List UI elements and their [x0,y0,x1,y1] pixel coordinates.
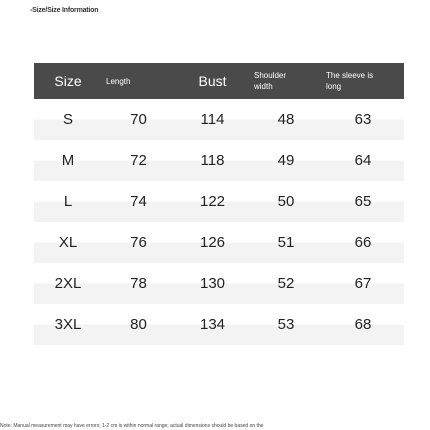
cell-sleeve: 63 [322,99,404,140]
cell-sleeve: 68 [322,304,404,345]
cell-length: 70 [102,99,175,140]
cell-length: 74 [102,181,175,222]
cell-shoulder: 48 [250,99,322,140]
cell-size: L [34,181,102,222]
table-row [34,140,404,181]
measurement-note: Note: Manual measurement may have errors; 1-2 cm is within normal range; actual dimensions should be based on the [0,423,264,429]
cell-size: 3XL [34,304,102,345]
cell-shoulder: 52 [250,263,322,304]
table-header-row [34,63,404,99]
cell-sleeve: 67 [322,263,404,304]
cell-length: 76 [102,222,175,263]
header-sleeve-line1: The sleeve is [326,71,374,80]
cell-sleeve: 66 [322,222,404,263]
cell-bust: 114 [175,99,250,140]
cell-size: S [34,99,102,140]
cell-size: XL [34,222,102,263]
cell-bust: 118 [175,140,250,181]
cell-shoulder: 49 [250,140,322,181]
header-sleeve-line2: long [326,82,342,91]
cell-sleeve: 65 [322,181,404,222]
table-row [34,304,404,345]
cell-size: M [34,140,102,181]
table-row [34,181,404,222]
cell-sleeve: 64 [322,140,404,181]
table-row [34,263,404,304]
size-chart-table [34,63,404,345]
header-length: Length [102,63,175,99]
cell-shoulder: 53 [250,304,322,345]
cell-shoulder: 50 [250,181,322,222]
cell-length: 80 [102,304,175,345]
table-row [34,99,404,140]
cell-bust: 122 [175,181,250,222]
header-bust: Bust [175,63,250,99]
cell-size: 2XL [34,263,102,304]
cell-bust: 130 [175,263,250,304]
header-sleeve-length [322,63,404,99]
header-shoulder-line1: Shoulder [254,71,287,80]
cell-length: 72 [102,140,175,181]
cell-length: 78 [102,263,175,304]
header-size: Size [34,63,102,99]
header-shoulder-line2: width [254,82,273,91]
page-title: -Size/Size Information [30,7,99,14]
table-row [34,222,404,263]
cell-shoulder: 51 [250,222,322,263]
header-shoulder-width [250,63,322,99]
cell-bust: 134 [175,304,250,345]
cell-bust: 126 [175,222,250,263]
